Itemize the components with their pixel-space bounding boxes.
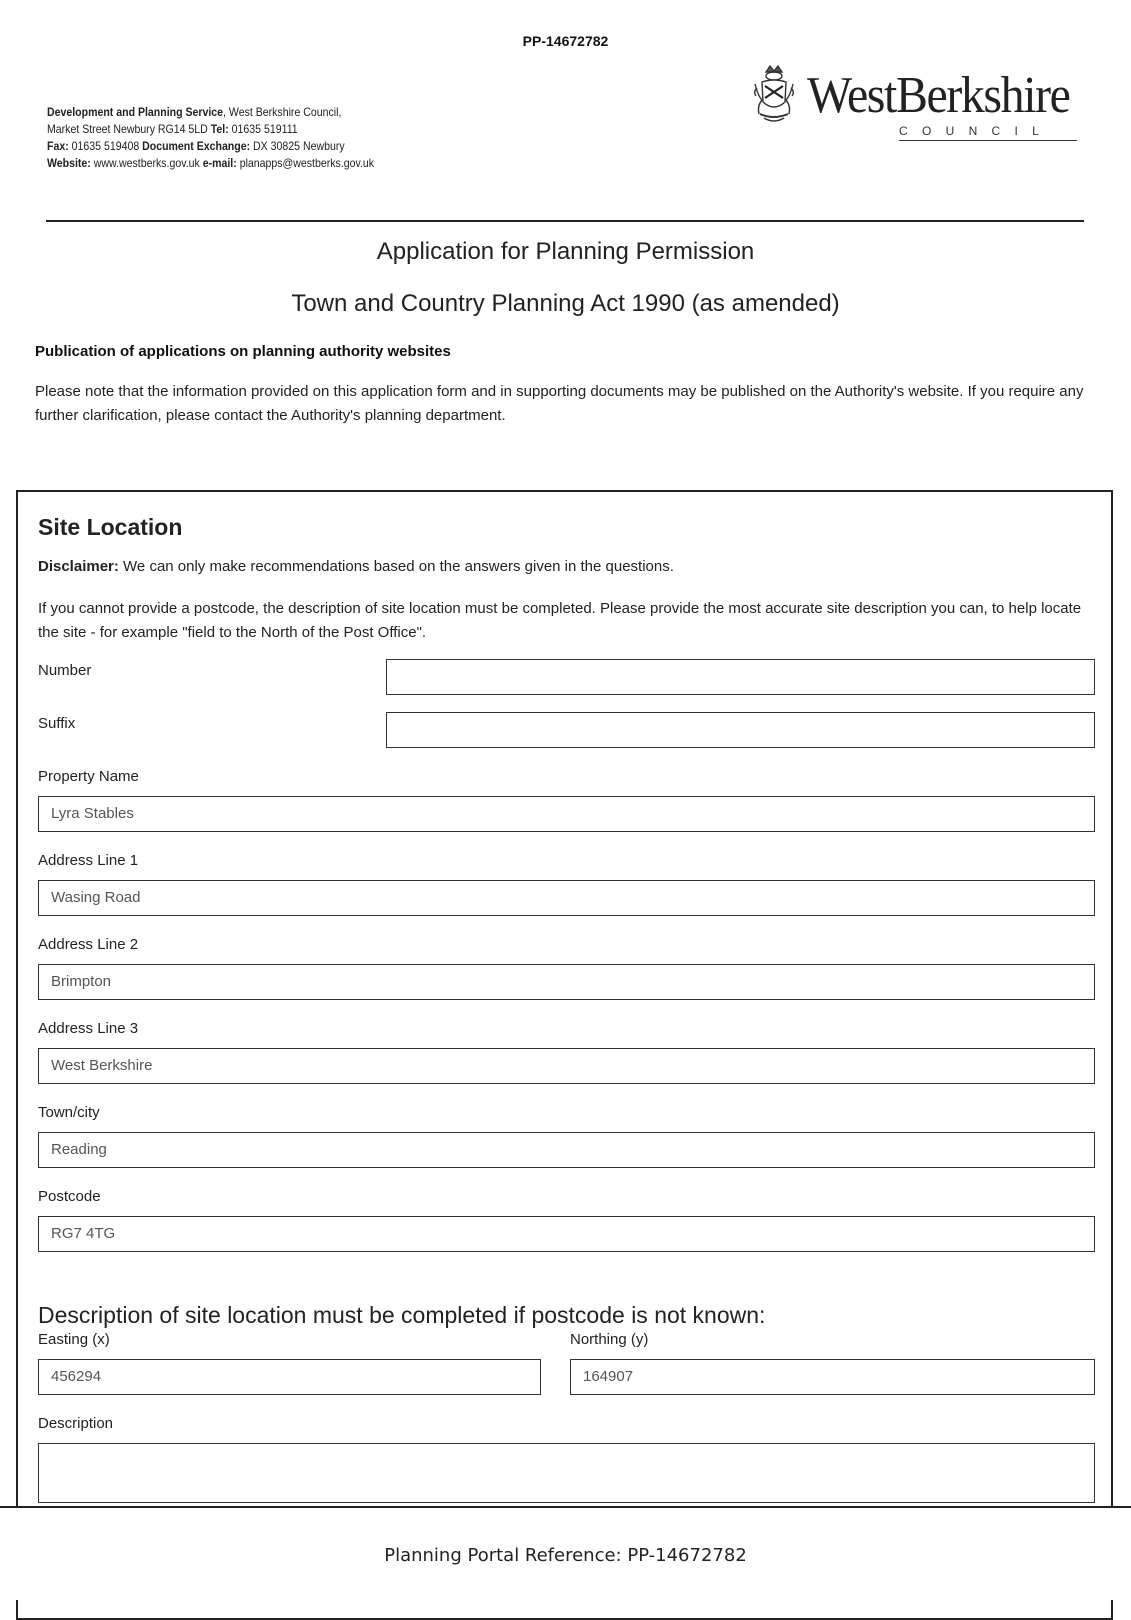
address-line-1-field[interactable]: Wasing Road (38, 880, 1095, 916)
service-name: Development and Planning Service (47, 105, 224, 119)
fax-label: Fax: (47, 139, 69, 153)
address-line-3-field[interactable]: West Berkshire (38, 1048, 1095, 1084)
website-value: www.westberks.gov.uk (90, 156, 203, 170)
fax-value: 01635 519408 (68, 139, 143, 153)
document-title: Application for Planning Permission (376, 238, 755, 265)
section-title: Site Location (38, 514, 183, 540)
address-line-3-label: Address Line 3 (38, 1020, 139, 1037)
town-label: Town/city (38, 1104, 100, 1121)
email-value: planapps@westberks.gov.uk (236, 156, 375, 170)
footer-divider (0, 1506, 1131, 1508)
easting-label: Easting (x) (38, 1331, 110, 1348)
property-name-field[interactable]: Lyra Stables (38, 796, 1095, 832)
number-field[interactable] (386, 659, 1095, 695)
logo-council-text: COUNCIL (899, 124, 1077, 141)
postcode-label: Postcode (38, 1188, 101, 1205)
postcode-note: If you cannot provide a postcode, the description of site location must be completed. Please provide the most accurate site description you can, to help locate the site - for example "field to the North of the Post Office". (38, 600, 1082, 641)
address-line-1-label: Address Line 1 (38, 852, 139, 869)
address-line-2-field[interactable]: Brimpton (38, 964, 1095, 1000)
west-berkshire-logo (752, 58, 1082, 148)
tel-label: Tel: (210, 122, 229, 136)
number-label: Number (38, 662, 92, 679)
council-name: , West Berkshire Council, (223, 105, 342, 119)
postcode-field[interactable]: RG7 4TG (38, 1216, 1095, 1252)
email-label: e-mail: (202, 156, 237, 170)
dx-value: DX 30825 Newbury (250, 139, 345, 153)
disclaimer-text: We can only make recommendations based on the answers given in the questions. (118, 558, 674, 575)
header-divider (46, 220, 1084, 222)
site-location-section (16, 490, 1113, 1620)
description-field[interactable] (38, 1443, 1095, 1503)
footer-reference: Planning Portal Reference: PP-14672782 (384, 1545, 747, 1566)
description-label: Description (38, 1415, 114, 1432)
website-label: Website: (47, 156, 91, 170)
logo-wordmark: WestBerkshire (807, 67, 1070, 124)
property-name-label: Property Name (38, 768, 139, 785)
dx-label: Document Exchange: (142, 139, 251, 153)
reference-header: PP-14672782 (522, 33, 609, 49)
disclaimer-label: Disclaimer: (38, 558, 119, 575)
disclaimer (38, 558, 674, 575)
description-heading: Description of site location must be completed if postcode is not known: (38, 1302, 766, 1328)
council-contact-block (47, 104, 374, 172)
council-crest-icon (752, 62, 796, 128)
northing-field[interactable]: 164907 (570, 1359, 1095, 1395)
address-text: Market Street Newbury RG14 5LD (47, 122, 211, 136)
easting-field[interactable]: 456294 (38, 1359, 541, 1395)
town-field[interactable]: Reading (38, 1132, 1095, 1168)
northing-label: Northing (y) (570, 1331, 649, 1348)
document-subtitle: Town and Country Planning Act 1990 (as amended) (291, 290, 840, 317)
address-line-2-label: Address Line 2 (38, 936, 139, 953)
suffix-field[interactable] (386, 712, 1095, 748)
publication-heading: Publication of applications on planning authority websites (35, 343, 451, 360)
suffix-label: Suffix (38, 715, 76, 732)
tel-value: 01635 519111 (228, 122, 298, 136)
publication-notice: Please note that the information provided on this application form and in supporting documents may be published on the Authority's website. If you require any further clarification, please contact the Authority's planning department. (35, 383, 1084, 424)
